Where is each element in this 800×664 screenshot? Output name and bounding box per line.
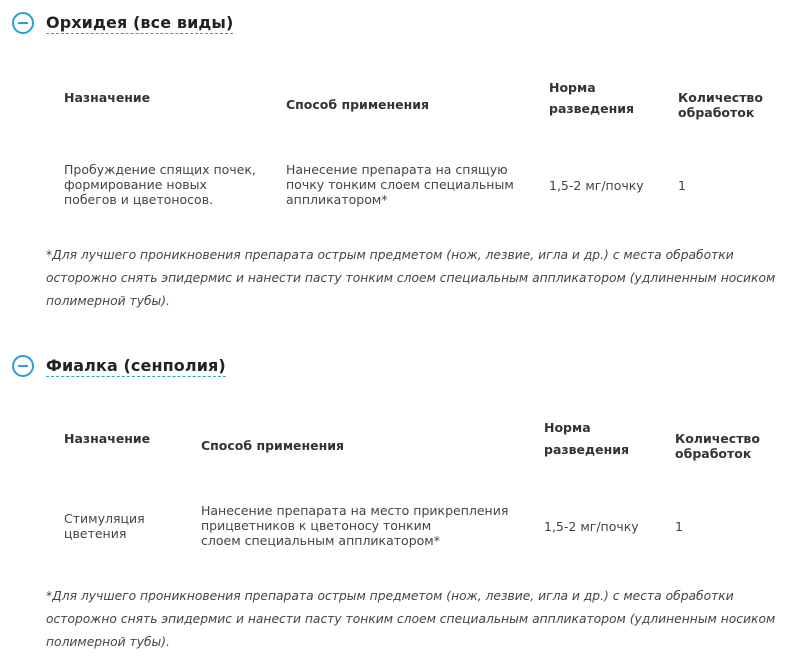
cell-line: Стимуляция [64, 511, 145, 526]
footnote-line: *Для лучшего проникновения препарата острым предметом (нож, лезвие, игла и др.) с места обработки [46, 248, 734, 262]
header-rate-line1: Норма [544, 420, 591, 435]
section-title[interactable]: Фиалка (сенполия) [46, 355, 226, 375]
cell-method [201, 503, 508, 548]
cell-line: Нанесение препарата на место прикрепления [201, 503, 509, 518]
cell-line: цветения [64, 526, 127, 541]
cell-line: Нанесение препарата на спящую [286, 162, 508, 177]
header-count-line2: обработок [675, 446, 752, 461]
cell-count: 1 [675, 519, 683, 534]
collapse-minus-icon[interactable] [12, 12, 34, 34]
footnote [46, 585, 786, 654]
cell-purpose [64, 511, 145, 541]
footnote-line: осторожно снять эпидермис и нанести пасту тонким слоем специальным аппликатором (удлиненным носиком [46, 612, 776, 626]
header-rate-line1: Норма [549, 80, 596, 95]
cell-rate: 1,5-2 мг/почку [549, 178, 644, 193]
cell-line: формирование новых [64, 177, 207, 192]
cell-line: почку тонким слоем специальным [286, 177, 514, 192]
cell-line: Пробуждение спящих почек, [64, 162, 256, 177]
header-purpose: Назначение [64, 90, 151, 105]
cell-line: слоем специальным аппликатором* [201, 533, 440, 548]
header-purpose: Назначение [64, 431, 151, 446]
section-header[interactable] [12, 355, 226, 377]
header-method: Способ применения [201, 438, 345, 453]
footnote-line: полимерной тубы). [46, 635, 170, 649]
collapse-minus-icon[interactable] [12, 355, 34, 377]
cell-line: побегов и цветоносов. [64, 192, 214, 207]
header-rate-line2: разведения [544, 442, 630, 457]
header-count-line2: обработок [678, 105, 755, 120]
header-count-line1: Количество [675, 431, 760, 446]
section-title[interactable]: Орхидея (все виды) [46, 12, 234, 32]
footnote-line: *Для лучшего проникновения препарата острым предметом (нож, лезвие, игла и др.) с места обработки [46, 589, 734, 603]
cell-purpose [64, 162, 256, 207]
footnote-line: полимерной тубы). [46, 294, 170, 308]
cell-line: прицветников к цветоносу тонким [201, 518, 432, 533]
cell-line: аппликатором* [286, 192, 388, 207]
cell-method [286, 162, 514, 207]
header-count-line1: Количество [678, 90, 763, 105]
header-rate-line2: разведения [549, 101, 635, 116]
section-header[interactable] [12, 12, 233, 34]
cell-rate: 1,5-2 мг/почку [544, 519, 639, 534]
footnote [46, 244, 786, 313]
cell-count: 1 [678, 178, 686, 193]
footnote-line: осторожно снять эпидермис и нанести пасту тонким слоем специальным аппликатором (удлиненным носиком [46, 271, 776, 285]
header-method: Способ применения [286, 97, 430, 112]
